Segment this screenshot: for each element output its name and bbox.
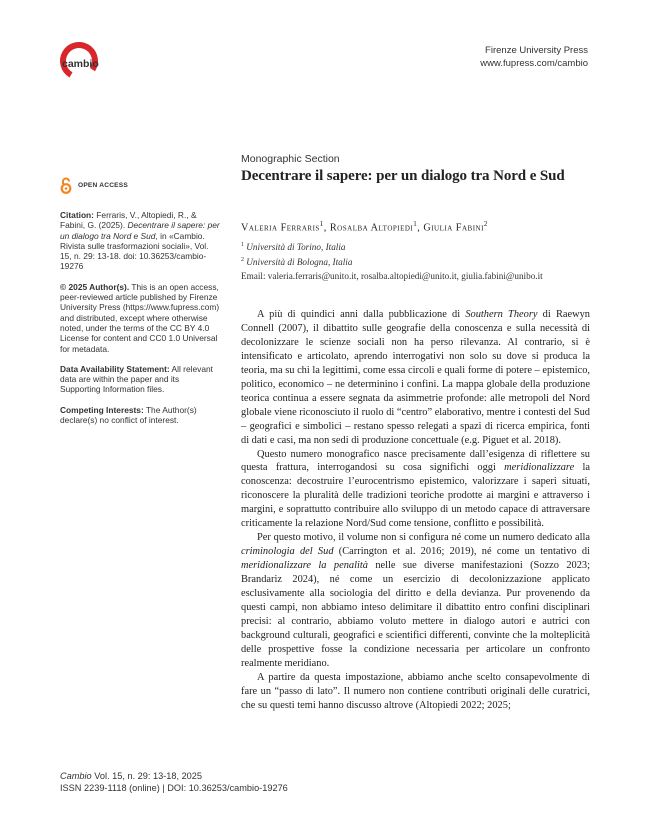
journal-volume: Vol. 15, n. 29: 13-18, 2025 [91, 771, 203, 781]
author-affiliation-marker: 2 [483, 220, 488, 228]
body-paragraph [241, 671, 590, 713]
data-availability-label: Data Availability Statement: [60, 363, 170, 374]
author-affiliation-marker: 1 [413, 220, 418, 228]
body-paragraph [241, 531, 590, 671]
article-metadata-sidebar [60, 210, 220, 435]
affiliation-marker: 1 [241, 242, 244, 248]
italic-run: meridionalizzare [504, 462, 575, 474]
text-run: (Carrington et al. 2016; 2019), né come un tentativo di [333, 546, 590, 558]
italic-run: criminologia del Sud [241, 546, 334, 558]
article-title: Decentrare il sapere: per un dialogo tra Nord e Sud [241, 168, 565, 184]
author-name: Giulia Fabini [423, 222, 484, 234]
open-access-label: OPEN ACCESS [78, 182, 128, 189]
italic-run: Southern Theory [465, 309, 538, 320]
author-emails[interactable]: Email: valeria.ferraris@unito.it, rosalba.altopiedi@unito.it, giulia.fabini@unibo.it [241, 270, 543, 281]
text-run: A più di quindici anni dalla pubblicazione di [257, 309, 466, 320]
affiliations [241, 239, 543, 283]
author-name: Rosalba Altopiedi [329, 222, 414, 234]
copyright-label: © 2025 Author(s). [60, 281, 130, 292]
citation-authors: Ferraris, V., Altopiedi, R., & Fabini, G. (2025). [60, 210, 197, 231]
affiliation-item [241, 239, 543, 254]
citation-title: Decentrare il sapere: per un dialogo tra Nord e Sud [60, 220, 220, 241]
citation-label: Citation: [60, 210, 94, 220]
author-name: Valeria Ferraris [241, 222, 320, 234]
citation-block [60, 210, 220, 272]
competing-interests-block [60, 405, 220, 426]
author-affiliation-marker: 1 [319, 220, 324, 228]
text-run: nelle sue diverse manifestazioni (Sozzo 2023; Brandariz 2024), né come un esercizio di decolonizzazione applicato esclusivamente alla sociologia del diritto e della devianza. Pur provenendo da questi campi, non abbiamo inteso delimitare il dibattito entro confini disciplinari precisi: al contrario, abbiamo voluto mettere in dialogo autori e autrici con background culturali, geografici e scientifici differenti, convinte che la molteplicità delle prospettive fosse la condizione necessaria per articolare un confronto realmente meridiano. [241, 560, 590, 669]
affiliation-marker: 2 [241, 257, 244, 264]
publisher-name: Firenze University Press [485, 45, 588, 56]
citation-rest: , in «Cambio. Rivista sulle trasformazioni sociali», Vol. 15, n. 29: 13-18. doi: 10.36253/cambio-19276 [60, 230, 209, 272]
open-access-badge [60, 177, 128, 194]
publisher-url[interactable]: www.fupress.com/cambio [480, 58, 588, 69]
affiliation-text: Università di Torino, Italia [246, 242, 346, 253]
journal-reference [60, 770, 288, 782]
article-body [241, 308, 590, 713]
publisher-info [480, 44, 588, 70]
logo-wordmark: cambio [62, 58, 99, 70]
affiliation-item [241, 254, 543, 269]
text-run: Per questo motivo, il volume non si configura né come un numero dedicato alla [257, 532, 590, 544]
competing-interests-label: Competing Interests: [60, 404, 144, 415]
cambio-logo [58, 40, 108, 86]
copyright-text: This is an open access, peer-reviewed article published by Firenze University Press (https://www.fupress.com) and distributed, except where otherwise noted, under the terms of the CC BY 4.0 License for content and CC0 1.0 Universal for metadata. [60, 281, 220, 354]
affiliation-text: Università di Bologna, Italia [246, 257, 353, 268]
body-paragraph [241, 448, 590, 532]
section-label: Monographic Section [241, 153, 340, 165]
page-footer [60, 770, 288, 795]
copyright-block [60, 282, 220, 354]
journal-name: Cambio [60, 771, 92, 781]
italic-run: meridionalizzare la penalità [241, 560, 368, 572]
text-run: Questo numero monografico nasce precisamente dall’esigenza di riflettere su questa frattura, interrogandosi su cosa significhi oggi [241, 448, 590, 474]
data-availability-text: All relevant data are within the paper and its Supporting Information files. [60, 363, 213, 395]
author-list: Valeria Ferraris$^1$, Rosalba Altopiedi$^1$, Giulia Fabini$^2$ [241, 220, 488, 234]
issn-doi: ISSN 2239-1118 (online) | DOI: 10.36253/cambio-19276 [60, 783, 288, 794]
data-availability-block [60, 364, 220, 395]
text-run: A partire da questa impostazione, abbiamo anche scelto consapevolmente di fare un “passo di lato”. Il numero non contiene contributi originali delle curatrici, che su questi temi hanno discusso altrove (Altopiedi 2022; 2025; [241, 671, 590, 711]
text-run: di Raewyn Connell (2007), il dibattito sulle geografie della conoscenza e sulla necessità di decolonizzare le scienze sociali non ha perso rilevanza. Al contrario, si è intensificato e articolato, aprendo interrogativi non solo su dove si produca la teoria, ma su chi la legittimi, come essa circoli e quali forme di potere – epistemico, politico, economico – ne determinino i confini. La mappa globale della produzione teorica continua a essere segnata da asimmetrie profonde: alle metropoli del Nord globale viene riconosciuto il ruolo di “centro” elaborativo, mentre i contesti del Sud – geografici e simbolici – restano spesso relegati a spazi di ricerca empirica, fonti di dati e casi, ma non sedi di produzione concettuale (e.g. Piguet et al. 2018). [241, 309, 590, 446]
open-access-icon [60, 177, 72, 194]
text-run: la conoscenza: decostruire l’eurocentrismo epistemico, valorizzare i saperi situati, riconoscere la pluralità delle tradizioni teoriche prodotte ai margini e attraverso i margini, e soprattutto contribuire allo sviluppo di un metodo capace di attraversare criticamente la relazione Nord/Sud come tensione, conflitto e possibilità. [241, 462, 590, 530]
body-paragraph [241, 308, 590, 448]
competing-interests-text: The Author(s) declare(s) no conflict of interest. [60, 404, 197, 426]
